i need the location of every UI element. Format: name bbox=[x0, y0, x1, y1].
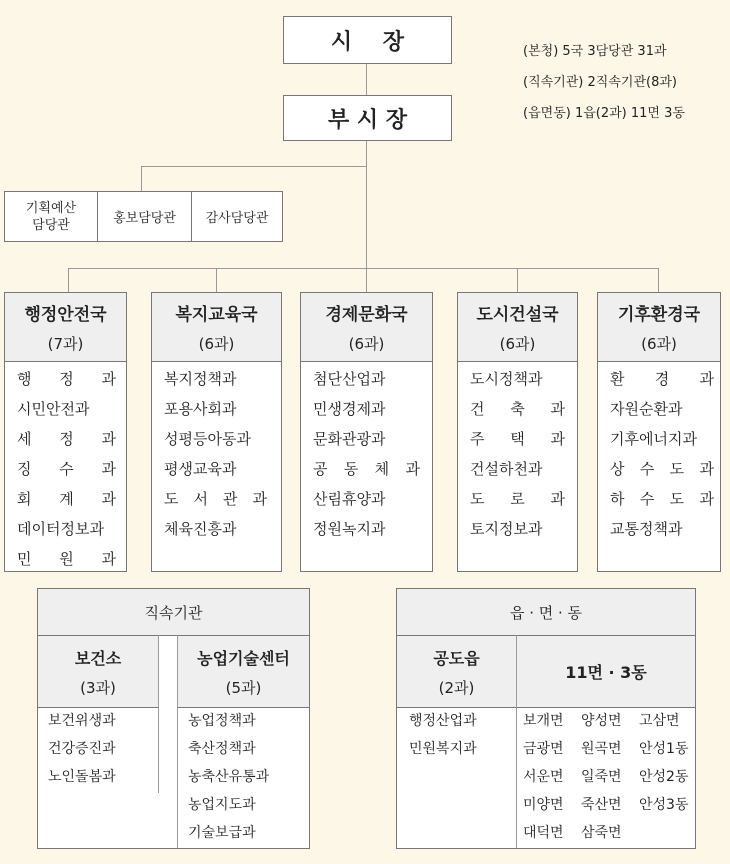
vice-mayor-box bbox=[283, 95, 452, 141]
unit-count: (3과) bbox=[80, 678, 116, 697]
eup-header bbox=[397, 636, 516, 708]
list-item: 건설하천과 bbox=[470, 460, 543, 478]
myeon-row bbox=[523, 707, 695, 735]
connector-officers-v bbox=[141, 166, 142, 191]
unit-name: 농업기술센터 bbox=[197, 648, 290, 668]
myeon-cell: 안성1동 bbox=[639, 741, 689, 757]
bureau-header bbox=[152, 293, 281, 362]
bureau-name: 행정안전국 bbox=[24, 305, 107, 325]
list-item: 정원녹지과 bbox=[313, 520, 386, 538]
mayor-box bbox=[283, 16, 452, 64]
bureau-name: 경제문화국 bbox=[325, 305, 408, 325]
myeon-row bbox=[523, 819, 695, 847]
list-item: 기술보급과 bbox=[188, 825, 256, 841]
list-item: 교통정책과 bbox=[610, 520, 683, 538]
list-item: 축산정책과 bbox=[188, 741, 256, 757]
list-item: 민원복지과 bbox=[409, 741, 477, 757]
unit-header-health bbox=[38, 636, 158, 708]
connector-bureau-3 bbox=[366, 268, 367, 292]
officer-label: 홍보담당관 bbox=[113, 211, 176, 226]
bureau-header bbox=[301, 293, 432, 362]
bureau-urban bbox=[457, 292, 578, 572]
mayor-label: 시 장 bbox=[330, 29, 405, 55]
myeon-title: 11면 · 3동 bbox=[565, 663, 647, 682]
myeon-cell: 미양면 bbox=[523, 797, 564, 813]
list-item: 노인돌봄과 bbox=[48, 769, 116, 785]
direct-agencies bbox=[37, 588, 310, 849]
list-item: 자원순환과 bbox=[610, 400, 683, 418]
myeon-cell: 죽산면 bbox=[581, 797, 622, 813]
myeon-cell: 일죽면 bbox=[581, 769, 622, 785]
connector-bureaus-h bbox=[68, 268, 658, 269]
myeon-cell: 고삼면 bbox=[639, 713, 680, 729]
bureau-welfare bbox=[151, 292, 282, 572]
list-item: 행 정 과 bbox=[17, 370, 116, 388]
bureau-count: (6과) bbox=[198, 335, 235, 353]
bureau-count: (7과) bbox=[47, 335, 84, 353]
list-item: 도시정책과 bbox=[470, 370, 543, 388]
myeon-cell: 삼죽면 bbox=[581, 825, 622, 841]
list-item: 첨단산업과 bbox=[313, 370, 386, 388]
officer-budget bbox=[5, 192, 98, 241]
bureau-header bbox=[458, 293, 577, 362]
list-item: 징 수 과 bbox=[17, 460, 116, 478]
summary-line: (직속기관) 2직속기관(8과) bbox=[523, 75, 677, 90]
myeon-cell: 원곡면 bbox=[581, 741, 622, 757]
officers-group bbox=[4, 191, 283, 242]
bureau-count: (6과) bbox=[348, 335, 385, 353]
list-item: 체육진흥과 bbox=[164, 520, 237, 538]
local-title-row bbox=[397, 589, 695, 636]
list-item: 환 경 과 bbox=[610, 370, 714, 388]
list-item: 민생경제과 bbox=[313, 400, 386, 418]
summary-line: (읍면동) 1읍(2과) 11면 3동 bbox=[523, 106, 685, 121]
list-item: 하 수 도 과 bbox=[610, 490, 714, 508]
bureau-climate bbox=[597, 292, 721, 572]
bureau-name: 도시건설국 bbox=[476, 305, 559, 325]
bureau-header bbox=[598, 293, 720, 362]
myeon-cell: 금광면 bbox=[523, 741, 564, 757]
connector-vice-down bbox=[366, 141, 367, 269]
connector-bureau-2 bbox=[216, 268, 217, 292]
list-item: 보건위생과 bbox=[48, 713, 116, 729]
connector-bureau-4 bbox=[517, 268, 518, 292]
list-item: 회 계 과 bbox=[17, 490, 116, 508]
list-item: 성평등아동과 bbox=[164, 430, 251, 448]
myeon-row bbox=[523, 791, 695, 819]
bureau-items bbox=[470, 364, 565, 544]
list-item: 건 축 과 bbox=[470, 400, 565, 418]
list-item: 농축산유통과 bbox=[188, 769, 270, 785]
list-item: 민 원 과 bbox=[17, 550, 116, 568]
bureau-items bbox=[17, 364, 116, 574]
local-units bbox=[396, 588, 696, 849]
unit-items-health bbox=[48, 707, 148, 791]
list-item: 복지정책과 bbox=[164, 370, 237, 388]
myeon-grid bbox=[523, 707, 695, 847]
list-item: 문화관광과 bbox=[313, 430, 386, 448]
list-item: 도 서 관 과 bbox=[164, 490, 267, 508]
connector-officers-h bbox=[141, 166, 367, 167]
bureau-items bbox=[313, 364, 420, 544]
list-item: 토지정보과 bbox=[470, 520, 543, 538]
list-item: 공 동 체 과 bbox=[313, 460, 420, 478]
connector-bureau-5 bbox=[658, 268, 659, 292]
list-item: 포용사회과 bbox=[164, 400, 237, 418]
myeon-cell: 안성2동 bbox=[639, 769, 689, 785]
officer-audit bbox=[192, 192, 282, 241]
local-title: 읍 · 면 · 동 bbox=[509, 603, 583, 622]
eup-name: 공도읍 bbox=[433, 648, 480, 668]
list-item: 도 로 과 bbox=[470, 490, 565, 508]
bureau-name: 기후환경국 bbox=[617, 305, 701, 325]
connector-bureau-1 bbox=[68, 268, 69, 292]
myeon-cell bbox=[639, 819, 695, 847]
bureau-admin bbox=[4, 292, 127, 572]
list-item: 주 택 과 bbox=[470, 430, 565, 448]
bureau-header bbox=[5, 293, 126, 362]
list-item: 상 수 도 과 bbox=[610, 460, 714, 478]
unit-name: 보건소 bbox=[74, 648, 122, 668]
eup-items bbox=[409, 707, 505, 763]
list-item: 기후에너지과 bbox=[610, 430, 697, 448]
myeon-row bbox=[523, 735, 695, 763]
connector-mayor-vice bbox=[366, 64, 367, 95]
myeon-row bbox=[523, 763, 695, 791]
list-item: 시민안전과 bbox=[17, 400, 90, 418]
summary-line: (본청) 5국 3담당관 31과 bbox=[523, 44, 667, 59]
myeon-header bbox=[517, 636, 695, 708]
unit-items-agri bbox=[188, 707, 298, 847]
myeon-cell: 대덕면 bbox=[523, 825, 564, 841]
direct-title: 직속기관 bbox=[144, 603, 203, 622]
list-item: 데이터정보과 bbox=[17, 520, 104, 538]
bureau-count: (6과) bbox=[499, 335, 536, 353]
list-item: 농업지도과 bbox=[188, 797, 256, 813]
eup-count: (2과) bbox=[438, 678, 475, 697]
list-item: 농업정책과 bbox=[188, 713, 256, 729]
myeon-cell: 서운면 bbox=[523, 769, 564, 785]
vice-mayor-label: 부 시 장 bbox=[327, 107, 408, 133]
list-item: 세 정 과 bbox=[17, 430, 116, 448]
list-item: 산림휴양과 bbox=[313, 490, 386, 508]
bureau-name: 복지교육국 bbox=[175, 305, 258, 325]
bureau-economy bbox=[300, 292, 433, 572]
myeon-cell: 보개면 bbox=[523, 713, 564, 729]
list-item: 평생교육과 bbox=[164, 460, 237, 478]
officer-label: 기획예산 담당관 bbox=[25, 200, 77, 233]
divider bbox=[158, 635, 159, 793]
officer-label: 감사담당관 bbox=[205, 211, 269, 226]
bureau-count: (6과) bbox=[641, 335, 677, 353]
bureau-items bbox=[610, 364, 714, 544]
direct-title-row bbox=[38, 589, 309, 636]
unit-count: (5과) bbox=[225, 678, 262, 697]
myeon-cell: 안성3동 bbox=[639, 797, 689, 813]
summary bbox=[523, 36, 685, 129]
list-item: 건강증진과 bbox=[48, 741, 116, 757]
bureau-items bbox=[164, 364, 267, 544]
unit-header-agri bbox=[178, 636, 309, 708]
officer-pr bbox=[98, 192, 192, 241]
list-item: 행정산업과 bbox=[409, 713, 477, 729]
myeon-cell: 양성면 bbox=[581, 713, 622, 729]
